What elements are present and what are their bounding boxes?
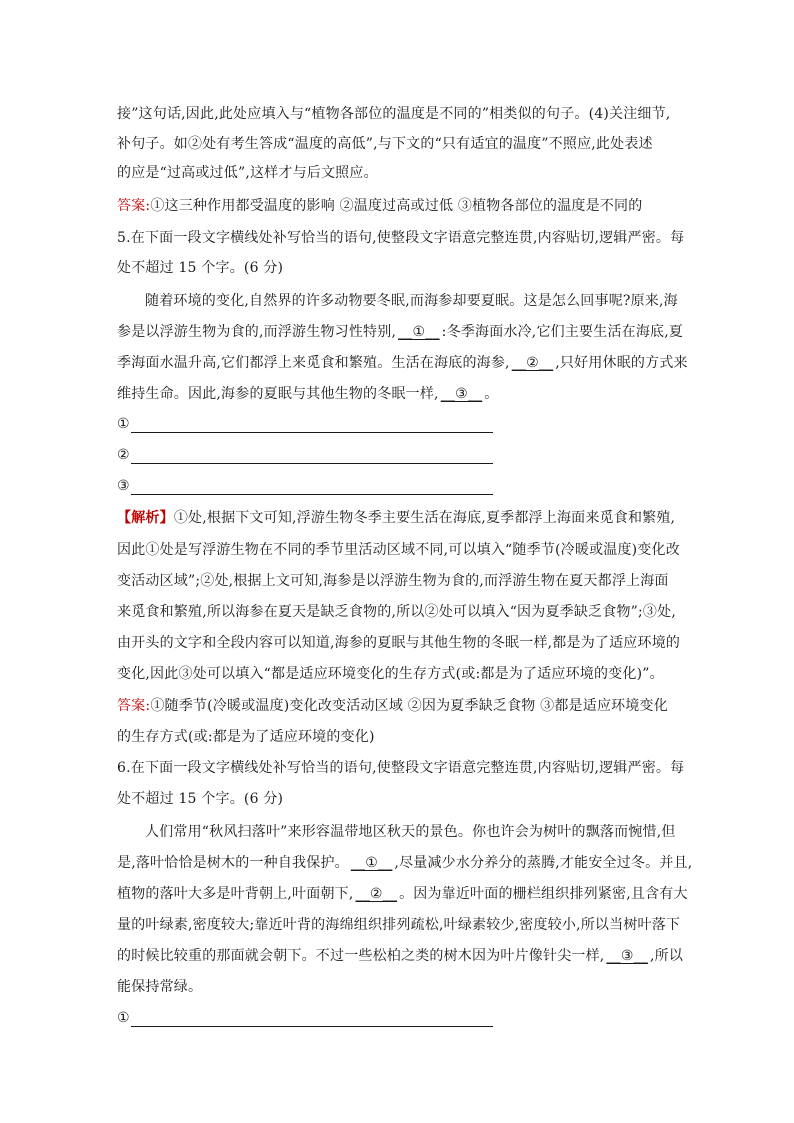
explanation-line: 补句子。如②处有考生答成“温度的高低”,与下文的“只有适宜的温度”不照应,此处表述 (117, 136, 653, 152)
passage-6-line: 是,落叶恰恰是树木的一种自我保护。 __①__ ,尽量减少水分养分的蒸腾,才能安全过冬。并且, (117, 855, 693, 871)
answer-line-q5 (117, 696, 668, 716)
analysis-line: 来觅食和繁殖,所以海参在夏天是缺乏食物的,所以②处可以填入“因为夏季缺乏食物”;③处, (117, 604, 676, 620)
analysis-line: 由开头的文字和全段内容可以知道,海参的夏眠与其他生物的冬眠一样,都是为了适应环境的 (117, 635, 681, 651)
passage-5-line: 参是以浮游生物为食的,而浮游生物习性特别, __①__ :冬季海面水冷,它们主要生活在海底,夏 (117, 324, 684, 340)
blank-1: __①__ (350, 855, 393, 871)
analysis-line: 【解析】①处,根据下文可知,浮游生物冬季主要生活在海底,夏季都浮上海面来觅食和繁殖, (117, 510, 676, 526)
blank-3: __③__ (606, 948, 649, 964)
analysis-line: 变活动区域”;②处,根据上文可知,海参是以浮游生物为食的,而浮游生物在夏天都浮上海面 (117, 573, 669, 589)
blank-2: __②__ (511, 355, 554, 371)
question-5-line: 处不超过 15 个字。(6 分) (117, 260, 284, 276)
answer-label: 答案: (117, 198, 151, 214)
explanation-line: 接”这句话,因此,此处应填入与“植物各部位的温度是不同的”相类似的句子。(4)关注细节, (117, 106, 671, 122)
answer-blank-line-3: ③ (117, 476, 493, 498)
passage-6-line: 能保持常绿。 (117, 979, 203, 995)
blank-1: __①__ (398, 324, 440, 340)
question-5-line: 5.在下面一段文字横线处补写恰当的语句,使整段文字语意完整连贯,内容贴切,逻辑严密。每 (117, 230, 685, 246)
passage-6-line: 植物的落叶大多是叶背朝上,叶面朝下, __②__ 。因为靠近叶面的栅栏组织排列紧密,且含有大 (117, 886, 688, 902)
analysis-label: 【解析】 (117, 510, 174, 526)
answer-blank-line-1: ① (117, 414, 493, 436)
explanation-line: 的应是“过高或过低”,这样才与后文照应。 (117, 165, 378, 181)
analysis-line: 变化,因此③处可以填入“都是适应环境变化的生存方式(或:都是为了适应环境的变化)”。 (117, 666, 664, 682)
blank-2: __②__ (355, 886, 398, 902)
question-6-line: 6.在下面一段文字横线处补写恰当的语句,使整段文字语意完整连贯,内容贴切,逻辑严密。每 (117, 760, 685, 776)
passage-5-line: 随着环境的变化,自然界的许多动物要冬眠,而海参却要夏眠。这是怎么回事呢?原来,海 (145, 293, 678, 309)
passage-6-line: 量的叶绿素,密度较大;靠近叶背的海绵组织排列疏松,叶绿素较少,密度较小,所以当树叶落下 (117, 917, 681, 933)
question-6-line: 处不超过 15 个字。(6 分) (117, 791, 284, 807)
answer-text: ①随季节(冷暖或温度)变化改变活动区域 ②因为夏季缺乏食物 ③都是适应环境变化 (150, 698, 668, 714)
passage-6-line: 的时候比较重的那面就会朝下。不过一些松柏之类的树木因为叶片像针尖一样, __③__ ,所以 (117, 948, 684, 964)
passage-5-line: 季海面水温升高,它们都浮上来觅食和繁殖。生活在海底的海参, __②__ ,只好用休眠的方式来 (117, 355, 688, 371)
blank-3: __③__ (440, 386, 483, 402)
answer-line-q5-cont: 的生存方式(或:都是为了适应环境的变化) (117, 729, 375, 745)
passage-6-line: 人们常用“秋风扫落叶”来形容温带地区秋天的景色。你也许会为树叶的飘落而惋惜,但 (145, 824, 676, 840)
passage-5-line: 维持生命。因此,海参的夏眠与其他生物的冬眠一样, __③__ 。 (117, 386, 499, 402)
answer-blank-line-1: ① (117, 1008, 493, 1030)
answer-label: 答案: (117, 698, 151, 714)
answer-blank-line-2: ② (117, 445, 493, 467)
analysis-line: 因此①处是写浮游生物在不同的季节里活动区域不同,可以填入“随季节(冷暖或温度)变化改 (117, 542, 680, 558)
answer-line-q4 (117, 196, 642, 216)
answer-text: ①这三种作用都受温度的影响 ②温度过高或过低 ③植物各部位的温度是不同的 (150, 198, 643, 214)
